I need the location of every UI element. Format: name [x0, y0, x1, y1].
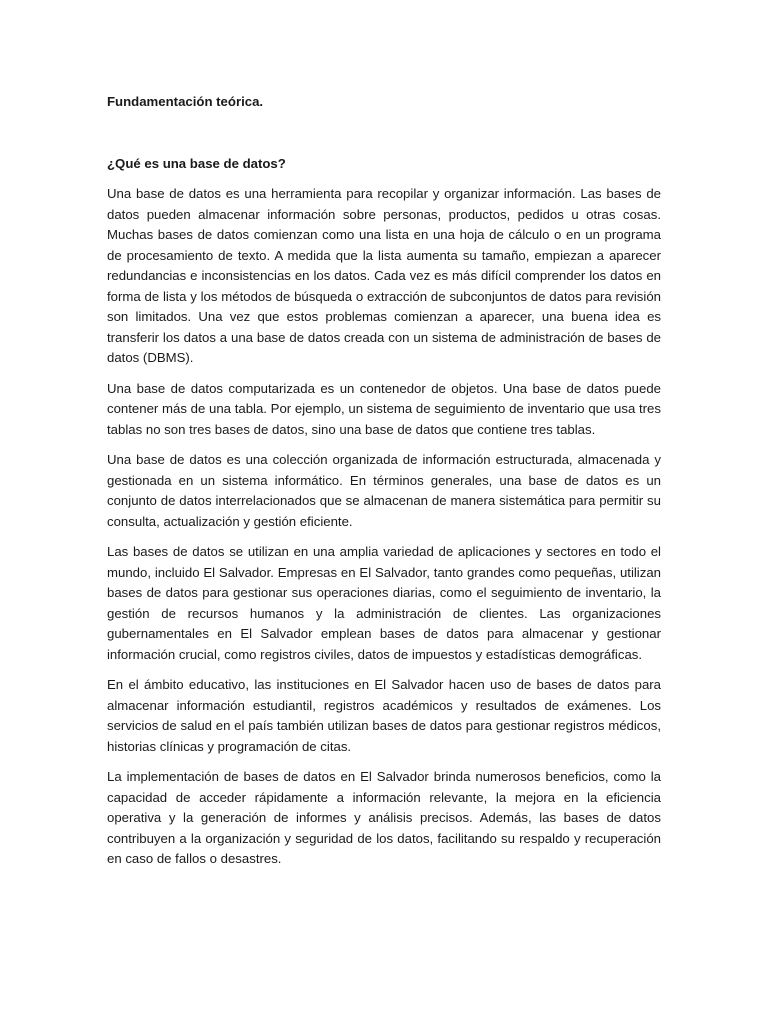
- paragraph-5: En el ámbito educativo, las instituciones en El Salvador hacen uso de bases de datos para almacenar información estudiantil, registros académicos y resultados de exámenes. Los servicios de salud en el país también utilizan bases de datos para gestionar registros médicos, historias clínicas y programación de citas.: [107, 677, 661, 754]
- paragraph-2: Una base de datos computarizada es un contenedor de objetos. Una base de datos puede contener más de una tabla. Por ejemplo, un sistema de seguimiento de inventario que usa tres tablas no son tres bases de datos, sino una base de datos que contiene tres tablas.: [107, 380, 661, 437]
- paragraph-6: La implementación de bases de datos en El Salvador brinda numerosos beneficios, como la capacidad de acceder rápidamente a información relevante, la mejora en la eficiencia operativa y la generación de informes y análisis precisos. Además, las bases de datos contribuyen a la organización y seguridad de los datos, facilitando su respaldo y recuperación en caso de fallos o desastres.: [107, 769, 661, 866]
- subheading: ¿Qué es una base de datos?: [107, 155, 286, 171]
- paragraph-3: Una base de datos es una colección organizada de información estructurada, almacenada y gestionada en un sistema informático. En términos generales, una base de datos es un conjunto de datos interrelacionados que se almacenan de manera sistemática para permitir su consulta, actualización y gestión eficiente.: [107, 452, 661, 529]
- section-title: Fundamentación teórica.: [107, 94, 264, 109]
- paragraph-1: Una base de datos es una herramienta para recopilar y organizar información. Las bases de datos pueden almacenar información sobre personas, productos, pedidos u otras cosas. Muchas bases de datos comienzan como una lista en una hoja de cálculo o en un programa de procesamiento de texto. A medida que la lista aumenta su tamaño, empiezan a aparecer redundancias e inconsistencias en los datos. Cada vez es más difícil comprender los datos en forma de lista y los métodos de búsqueda o extracción de subconjuntos de datos para revisión son limitados. Una vez que estos problemas comienzan a aparecer, una buena idea es transferir los datos a una base de datos creada con un sistema de administración de bases de datos (DBMS).: [107, 186, 661, 365]
- paragraph-4: Las bases de datos se utilizan en una amplia variedad de aplicaciones y sectores en todo el mundo, incluido El Salvador. Empresas en El Salvador, tanto grandes como pequeñas, utilizan bases de datos para gestionar sus operaciones diarias, como el seguimiento de inventario, la gestión de recursos humanos y la administración de clientes. Las organizaciones gubernamentales en El Salvador emplean bases de datos para almacenar y gestionar información crucial, como registros civiles, datos de impuestos y estadísticas demográficas.: [107, 544, 661, 662]
- document-body: [107, 92, 661, 870]
